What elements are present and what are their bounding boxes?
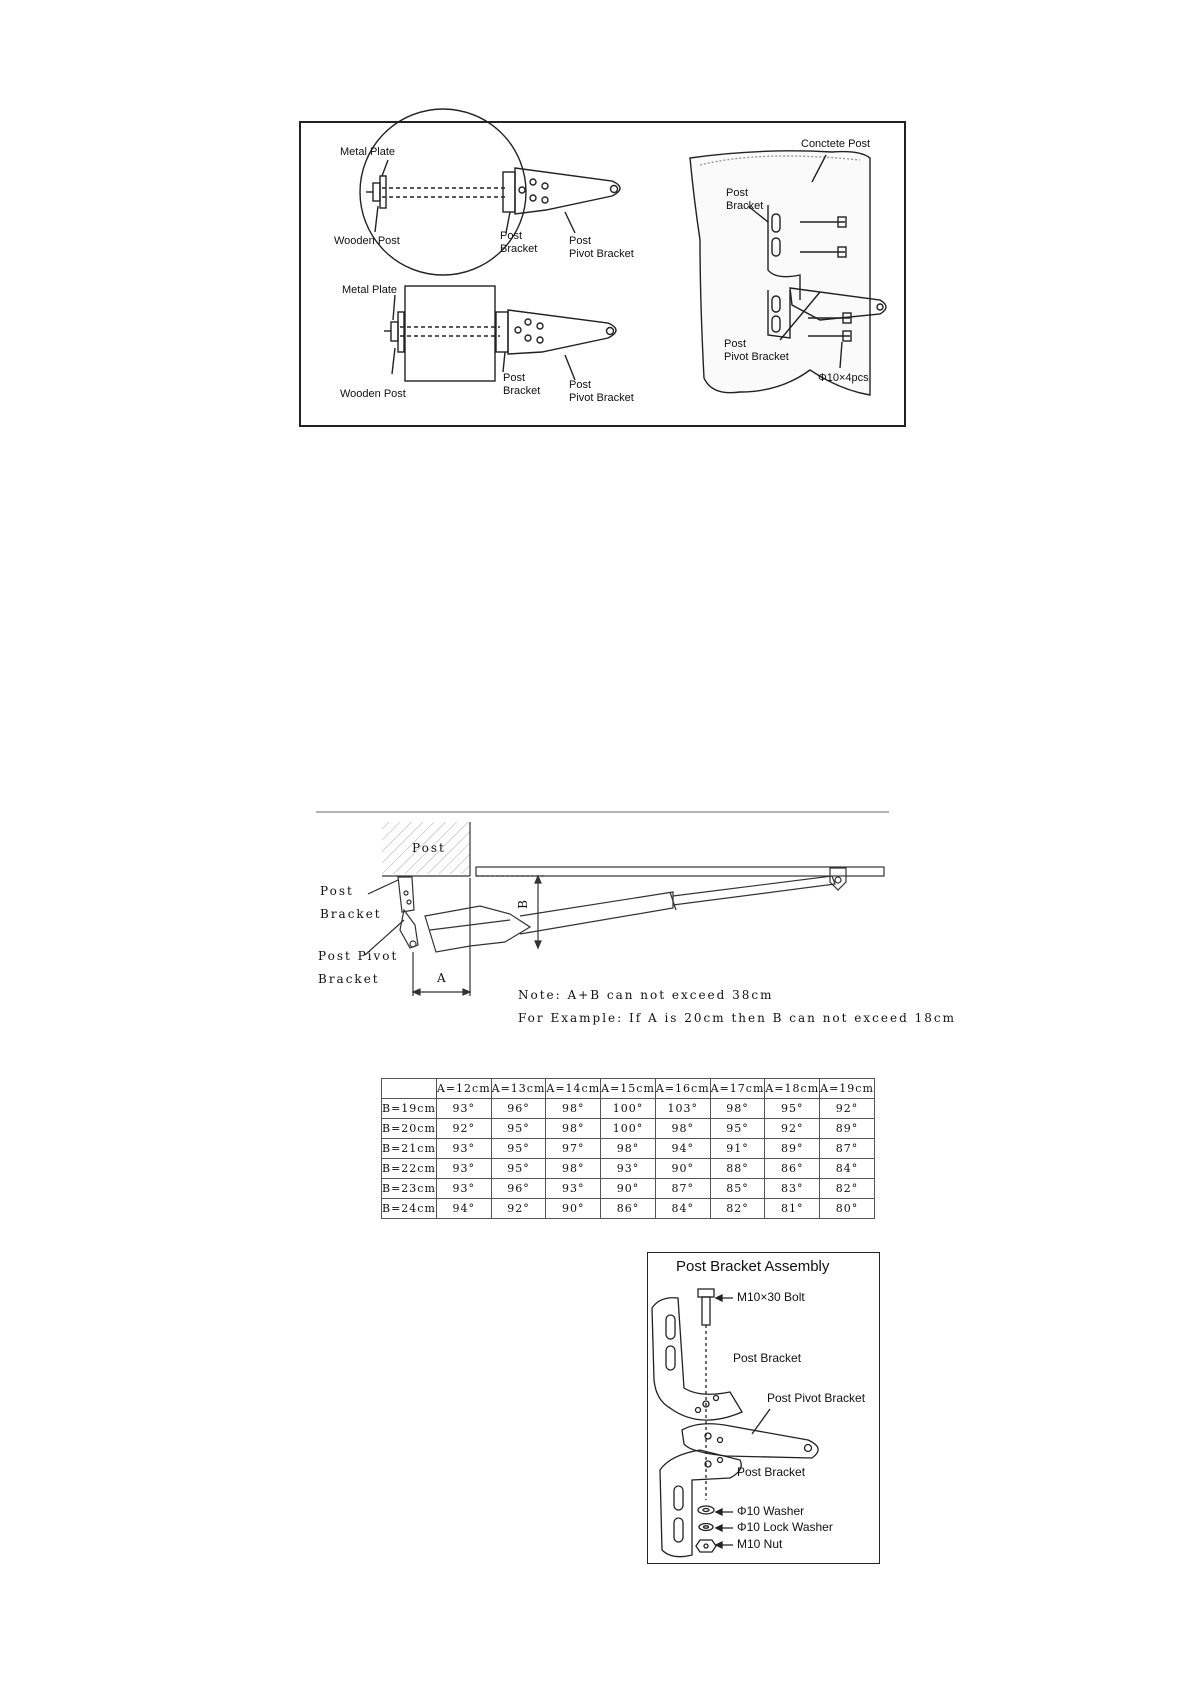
anchor-bolts-label: Φ10×4pcs (818, 372, 869, 384)
angle-cell: 90° (546, 1199, 601, 1219)
angle-cell: 94° (436, 1199, 491, 1219)
angle-cell: 83° (765, 1179, 820, 1199)
fig2-pivot-bracket-label-1: Post Pivot (318, 949, 399, 963)
concrete-pivot-bracket-label-1: Post (724, 338, 747, 350)
angle-cell: 96° (491, 1179, 546, 1199)
angle-cell: 85° (710, 1179, 765, 1199)
angle-cell: 93° (436, 1139, 491, 1159)
angle-cell: 92° (436, 1119, 491, 1139)
column-header: A=13cm (491, 1079, 546, 1099)
washer-label: Φ10 Washer (737, 1504, 805, 1518)
assembly-pivot-bracket (682, 1424, 818, 1458)
square-pivot-bracket-label-1: Post (569, 379, 592, 391)
assembly-post-bracket-bottom-label: Post Bracket (737, 1465, 806, 1479)
angle-cell: 98° (546, 1159, 601, 1179)
column-header: A=14cm (546, 1079, 601, 1099)
dimension-a-label: A (437, 971, 448, 985)
square-metal-plate-label: Metal Plate (342, 284, 398, 296)
column-header: A=17cm (710, 1079, 765, 1099)
nut-label: M10 Nut (737, 1537, 783, 1551)
column-header: A=15cm (601, 1079, 656, 1099)
column-header: A=18cm (765, 1079, 820, 1099)
angle-cell: 100° (601, 1119, 656, 1139)
round-post-bracket-label-2: Bracket (500, 243, 538, 255)
bolt-label: M10×30 Bolt (737, 1290, 805, 1304)
angle-cell: 84° (655, 1199, 710, 1219)
angle-cell: 100° (601, 1099, 656, 1119)
column-header: A=16cm (655, 1079, 710, 1099)
angle-cell: 98° (546, 1099, 601, 1119)
angle-cell: 86° (765, 1159, 820, 1179)
column-header: A=12cm (436, 1079, 491, 1099)
row-header: B=22cm (382, 1159, 437, 1179)
concrete-post-bracket-label-2: Bracket (726, 200, 764, 212)
round-pivot-bracket-label-2: Pivot Bracket (569, 248, 634, 260)
nut-shape (696, 1540, 716, 1552)
angle-cell: 92° (491, 1199, 546, 1219)
angle-cell: 97° (546, 1139, 601, 1159)
fig2-post-bracket-label-2: Bracket (320, 907, 382, 921)
angle-cell: 93° (546, 1179, 601, 1199)
note-line-1: Note: A+B can not exceed 38cm (518, 988, 774, 1002)
round-post-bracket-label-1: Post (500, 230, 523, 242)
angle-cell: 86° (601, 1199, 656, 1219)
angle-cell: 91° (710, 1139, 765, 1159)
assembly-pivot-bracket-label: Post Pivot Bracket (767, 1391, 866, 1405)
post-label: Post (412, 841, 446, 855)
angle-cell: 95° (491, 1139, 546, 1159)
note-line-2: For Example: If A is 20cm then B can not exceed 18cm (518, 1011, 956, 1025)
row-header: B=19cm (382, 1099, 437, 1119)
dimension-b-label: B (515, 898, 530, 909)
angle-cell: 93° (601, 1159, 656, 1179)
round-pivot-bracket-label-1: Post (569, 235, 592, 247)
washer-shape (698, 1506, 714, 1514)
fig2-post-bracket-label-1: Post (320, 884, 354, 898)
angle-cell: 88° (710, 1159, 765, 1179)
angle-cell: 80° (820, 1199, 875, 1219)
angle-cell: 95° (710, 1119, 765, 1139)
square-post-bracket-label-2: Bracket (503, 385, 541, 397)
lock-washer-label: Φ10 Lock Washer (737, 1520, 833, 1534)
angle-cell: 103° (655, 1099, 710, 1119)
square-pivot-bracket-label-2: Pivot Bracket (569, 392, 634, 404)
concrete-post-bracket-label-1: Post (726, 187, 749, 199)
lock-washer-shape (699, 1524, 713, 1531)
angle-cell: 95° (491, 1159, 546, 1179)
angle-cell: 89° (820, 1119, 875, 1139)
angle-cell: 93° (436, 1179, 491, 1199)
angle-cell: 92° (765, 1119, 820, 1139)
row-header: B=24cm (382, 1199, 437, 1219)
angle-cell: 92° (820, 1099, 875, 1119)
angle-cell: 82° (820, 1179, 875, 1199)
round-metal-plate-label: Metal Plate (340, 146, 396, 158)
column-header: A=19cm (820, 1079, 875, 1099)
angle-cell: 90° (655, 1159, 710, 1179)
angle-cell: 95° (765, 1099, 820, 1119)
concrete-post-label: Conctete Post (801, 138, 871, 150)
assembly-post-bracket-top-label: Post Bracket (733, 1351, 802, 1365)
round-wooden-post-label: Wooden Post (334, 235, 400, 247)
angle-cell: 95° (491, 1119, 546, 1139)
angle-cell: 90° (601, 1179, 656, 1199)
angle-cell: 84° (820, 1159, 875, 1179)
angle-cell: 98° (655, 1119, 710, 1139)
angle-cell: 81° (765, 1199, 820, 1219)
square-post-bracket-label-1: Post (503, 372, 526, 384)
angle-cell: 98° (710, 1099, 765, 1119)
row-header: B=21cm (382, 1139, 437, 1159)
fig2-pivot-bracket-label-2: Bracket (318, 972, 380, 986)
angle-cell: 93° (436, 1099, 491, 1119)
angle-cell: 93° (436, 1159, 491, 1179)
concrete-pivot-bracket-label-2: Pivot Bracket (724, 351, 789, 363)
angle-cell: 82° (710, 1199, 765, 1219)
angle-cell: 87° (655, 1179, 710, 1199)
angle-cell: 89° (765, 1139, 820, 1159)
angle-cell: 94° (655, 1139, 710, 1159)
angle-cell: 98° (546, 1119, 601, 1139)
row-header: B=23cm (382, 1179, 437, 1199)
row-header: B=20cm (382, 1119, 437, 1139)
square-wooden-post-label: Wooden Post (340, 388, 406, 400)
angle-cell: 87° (820, 1139, 875, 1159)
assembly-title: Post Bracket Assembly (676, 1258, 830, 1275)
lower-post-bracket (660, 1450, 741, 1557)
angle-cell: 98° (601, 1139, 656, 1159)
angle-cell: 96° (491, 1099, 546, 1119)
